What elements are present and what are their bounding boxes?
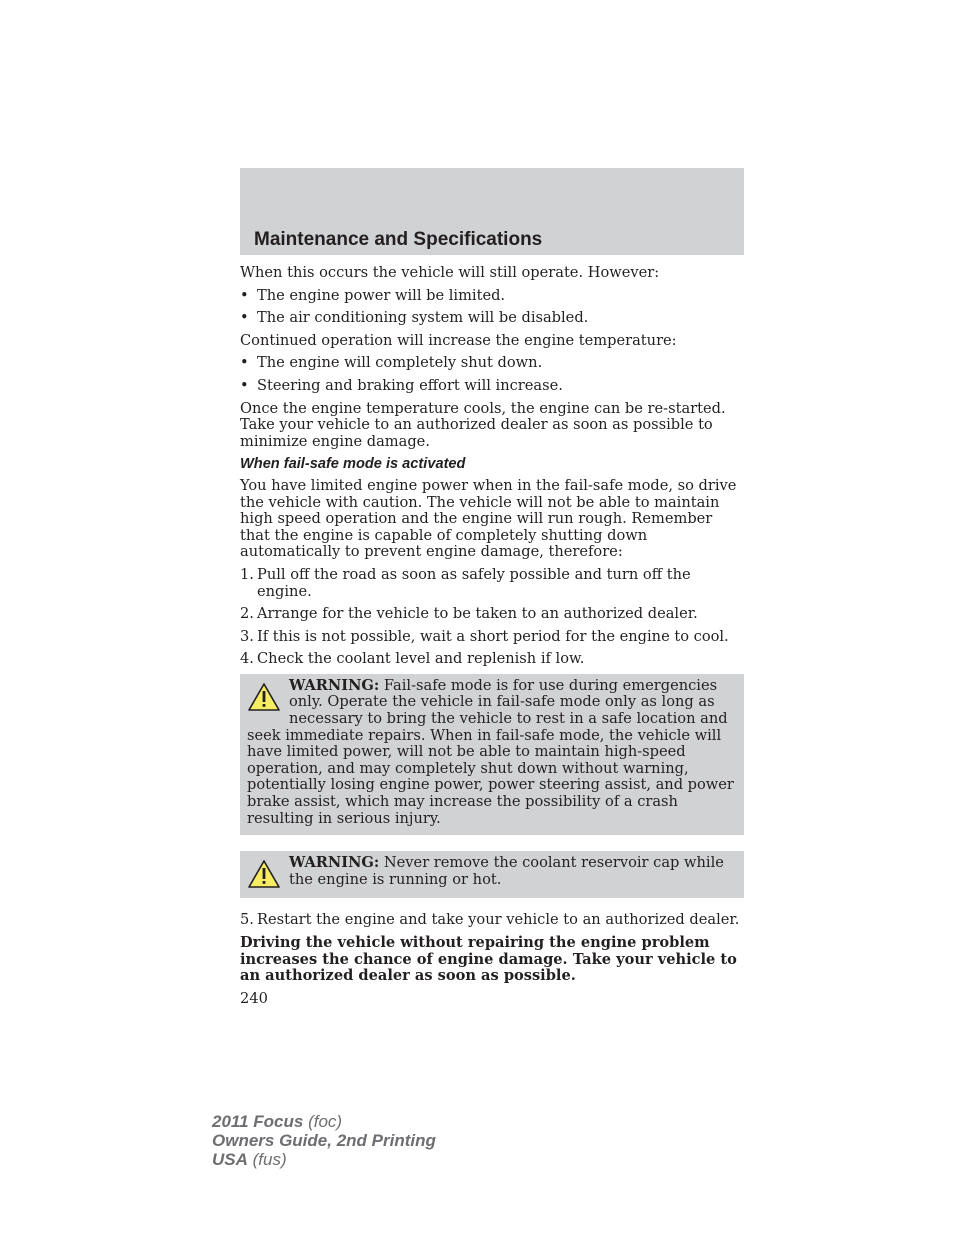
section-header-band bbox=[240, 168, 744, 255]
bullet-mark: • bbox=[240, 376, 249, 394]
footer-imprint bbox=[212, 1112, 436, 1169]
list-item: • The engine power will be limited. bbox=[240, 286, 506, 304]
list-item: 2. Arrange for the vehicle to be taken to an authorized dealer. bbox=[240, 605, 698, 623]
failsafe-paragraph: You have limited engine power when in the fail-safe mode, so drive the vehicle with caution. The vehicle will not be able to maintain high speed operation and the engine will run rough. Remember that the engine is capable of completely shutting down automatically to prevent engine damage, therefore: bbox=[240, 476, 737, 561]
warning-triangle-icon bbox=[247, 859, 281, 889]
bullet-list-effects bbox=[240, 288, 744, 327]
footer-line-model: 2011 Focus (foc) bbox=[212, 1112, 343, 1131]
list-item: 4. Check the coolant level and replenish if low. bbox=[240, 650, 585, 668]
bold-note: Driving the vehicle without repairing the engine problem increases the chance of engine damage. Take your vehicle to an authorized dealer as soon as possible. bbox=[240, 934, 737, 985]
list-item: 1. Pull off the road as soon as safely possible and turn off the engine. bbox=[240, 565, 691, 600]
continued-paragraph: Continued operation will increase the engine temperature: bbox=[240, 331, 677, 349]
intro-paragraph: When this occurs the vehicle will still operate. However: bbox=[240, 264, 660, 281]
list-item: • The air conditioning system will be disabled. bbox=[240, 309, 589, 327]
footer-line-edition: Owners Guide, 2nd Printing bbox=[212, 1131, 436, 1150]
page-content bbox=[240, 265, 744, 1007]
step-list bbox=[240, 567, 744, 668]
warning-box-failsafe bbox=[240, 674, 744, 835]
warning-text: Fail-safe mode is for use during emergencies only. Operate the vehicle in fail-safe mode only as long as necessary to bring the vehicle to rest in a safe location and seek immediate repairs. When in fail-safe mode, the vehicle will have limited power, will not be able to maintain high-speed operation, and may completely shut down without warning, potentially losing engine power, power steering assist, and power brake assist, which may increase the possibility of a crash resulting in serious injury. bbox=[247, 676, 734, 827]
section-title: Maintenance and Specifications bbox=[254, 229, 543, 250]
list-item: 5. Restart the engine and take your vehicle to an authorized dealer. bbox=[240, 911, 740, 929]
bullet-mark: • bbox=[240, 286, 249, 304]
page-number: 240 bbox=[240, 989, 268, 1007]
list-item: • Steering and braking effort will increase. bbox=[240, 376, 563, 394]
bullet-list-consequences bbox=[240, 355, 744, 394]
warning-triangle-icon bbox=[247, 682, 281, 712]
warning-box-coolant bbox=[240, 851, 744, 898]
list-item: 3. If this is not possible, wait a short period for the engine to cool. bbox=[240, 627, 729, 645]
step-list-continued bbox=[240, 912, 744, 929]
list-item: • The engine will completely shut down. bbox=[240, 354, 543, 372]
cools-paragraph: Once the engine temperature cools, the engine can be re-started. Take your vehicle to an authorized dealer as soon as possible to minimize engine damage. bbox=[240, 399, 726, 450]
bullet-mark: • bbox=[240, 354, 249, 372]
warning-label: WARNING: bbox=[289, 854, 380, 872]
bullet-mark: • bbox=[240, 309, 249, 327]
warning-label: WARNING: bbox=[289, 676, 380, 694]
footer-line-market: USA (fus) bbox=[212, 1150, 287, 1169]
subheading: When fail-safe mode is activated bbox=[240, 456, 466, 473]
warning-text: Never remove the coolant reservoir cap while the engine is running or hot. bbox=[289, 854, 724, 888]
